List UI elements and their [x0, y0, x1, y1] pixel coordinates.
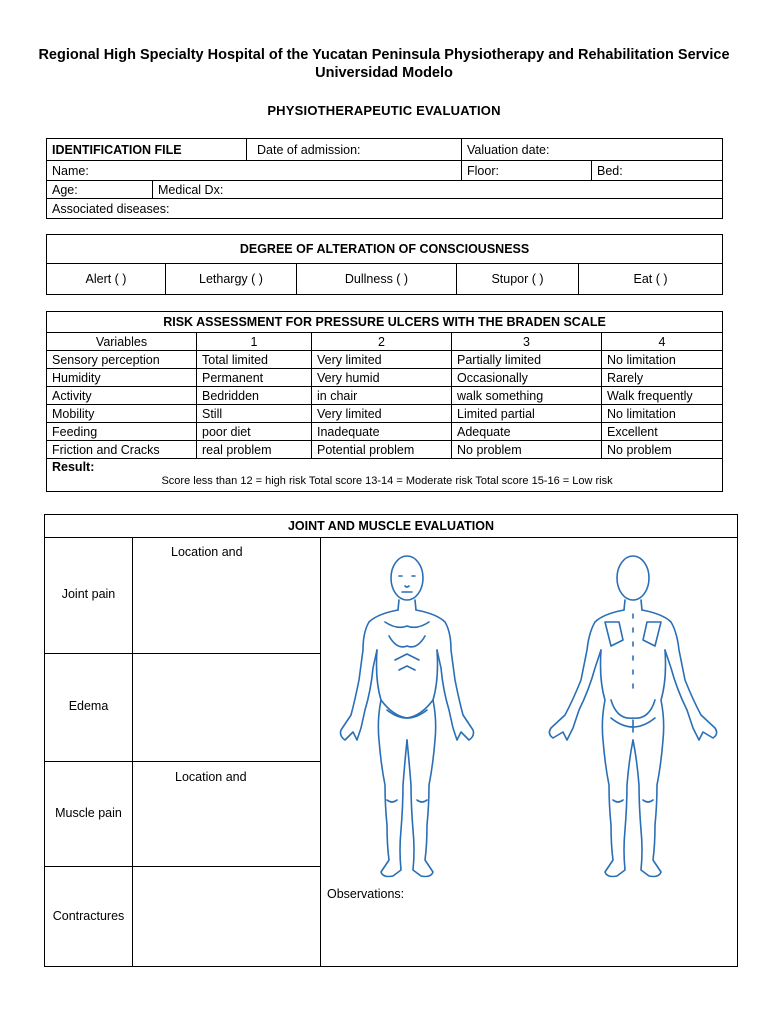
body-front-figure[interactable]: [337, 550, 477, 885]
result-label: Result:: [52, 460, 95, 474]
variable-label: Mobility: [47, 405, 197, 423]
score-option[interactable]: Very limited: [312, 405, 452, 423]
score-option[interactable]: Very humid: [312, 369, 452, 387]
score-option[interactable]: Occasionally: [452, 369, 602, 387]
observations-label[interactable]: Observations:: [327, 887, 405, 901]
score-option[interactable]: Limited partial: [452, 405, 602, 423]
score-option[interactable]: No problem: [602, 441, 723, 459]
score-option[interactable]: Very limited: [312, 351, 452, 369]
location-label: Location and: [175, 770, 247, 784]
joint-pain-location-cell[interactable]: [132, 537, 320, 654]
table-row: [47, 441, 723, 459]
row-joint-pain: [45, 537, 132, 654]
age-field[interactable]: Age:: [47, 181, 153, 199]
score-option[interactable]: No problem: [452, 441, 602, 459]
score-option[interactable]: Permanent: [197, 369, 312, 387]
name-field[interactable]: Name:: [47, 161, 462, 181]
score-option[interactable]: No limitation: [602, 405, 723, 423]
edema-label: Edema: [68, 699, 109, 713]
bed-field[interactable]: Bed:: [592, 161, 723, 181]
score-option[interactable]: in chair: [312, 387, 452, 405]
col-header-1: 1: [197, 333, 312, 351]
consciousness-table: [46, 234, 723, 295]
table-row: [47, 369, 723, 387]
braden-heading: RISK ASSESSMENT FOR PRESSURE ULCERS WITH THE BRADEN SCALE: [47, 312, 723, 333]
contractures-label: Contractures: [52, 909, 125, 923]
option-eat[interactable]: Eat ( ): [579, 264, 723, 295]
consciousness-heading: DEGREE OF ALTERATION OF CONSCIOUSNESS: [47, 235, 723, 264]
variable-label: Feeding: [47, 423, 197, 441]
score-option[interactable]: walk something: [452, 387, 602, 405]
row-edema: [45, 654, 132, 762]
page-title: Regional High Specialty Hospital of the Yucatan Peninsula Physiotherapy and Rehabilitation Service Universidad Modelo: [38, 47, 730, 81]
col-header-2: 2: [312, 333, 452, 351]
identification-heading: IDENTIFICATION FILE: [47, 139, 247, 161]
score-option[interactable]: poor diet: [197, 423, 312, 441]
option-lethargy[interactable]: Lethargy ( ): [166, 264, 297, 295]
col-header-3: 3: [452, 333, 602, 351]
table-row: [47, 351, 723, 369]
medical-dx-field[interactable]: Medical Dx:: [153, 181, 723, 199]
variable-label: Humidity: [47, 369, 197, 387]
option-stupor[interactable]: Stupor ( ): [457, 264, 579, 295]
floor-field[interactable]: Floor:: [462, 161, 592, 181]
score-option[interactable]: Total limited: [197, 351, 312, 369]
score-option[interactable]: real problem: [197, 441, 312, 459]
valuation-date-field[interactable]: Valuation date:: [462, 139, 723, 161]
table-row: [47, 405, 723, 423]
muscle-pain-location-cell[interactable]: [132, 762, 320, 867]
option-alert[interactable]: Alert ( ): [47, 264, 166, 295]
score-option[interactable]: Partially limited: [452, 351, 602, 369]
score-option[interactable]: Still: [197, 405, 312, 423]
variable-label: Sensory perception: [47, 351, 197, 369]
edema-location-cell[interactable]: [132, 654, 320, 762]
joint-pain-label: Joint pain: [61, 587, 116, 601]
joint-muscle-section: [44, 514, 738, 967]
score-note: Score less than 12 = high risk Total score 13-14 = Moderate risk Total score 15-16 = Low risk: [161, 475, 613, 487]
variable-label: Activity: [47, 387, 197, 405]
score-option[interactable]: Inadequate: [312, 423, 452, 441]
joint-heading: JOINT AND MUSCLE EVALUATION: [45, 515, 737, 538]
contractures-location-cell[interactable]: [132, 867, 320, 966]
muscle-pain-label: Muscle pain: [55, 806, 122, 820]
date-of-admission-field[interactable]: Date of admission:: [247, 139, 462, 161]
row-muscle-pain: [45, 762, 132, 867]
score-option[interactable]: No limitation: [602, 351, 723, 369]
col-header-4: 4: [602, 333, 723, 351]
braden-table: [46, 311, 723, 492]
identification-table: [46, 138, 723, 219]
joint-location-column: [132, 537, 321, 966]
score-option[interactable]: Rarely: [602, 369, 723, 387]
score-option[interactable]: Adequate: [452, 423, 602, 441]
score-option[interactable]: Potential problem: [312, 441, 452, 459]
variable-label: Friction and Cracks: [47, 441, 197, 459]
row-contractures: [45, 867, 132, 966]
form-subtitle: PHYSIOTHERAPEUTIC EVALUATION: [267, 103, 501, 118]
location-label: Location and: [171, 545, 243, 559]
score-option[interactable]: Walk frequently: [602, 387, 723, 405]
score-option[interactable]: Bedridden: [197, 387, 312, 405]
table-row: [47, 387, 723, 405]
body-back-figure[interactable]: [545, 550, 720, 885]
score-option[interactable]: Excellent: [602, 423, 723, 441]
associated-diseases-field[interactable]: Associated diseases:: [47, 199, 723, 219]
table-row: [47, 423, 723, 441]
option-dullness[interactable]: Dullness ( ): [297, 264, 457, 295]
result-cell[interactable]: [47, 459, 723, 492]
col-header-variables: Variables: [47, 333, 197, 351]
joint-label-column: [45, 537, 133, 966]
